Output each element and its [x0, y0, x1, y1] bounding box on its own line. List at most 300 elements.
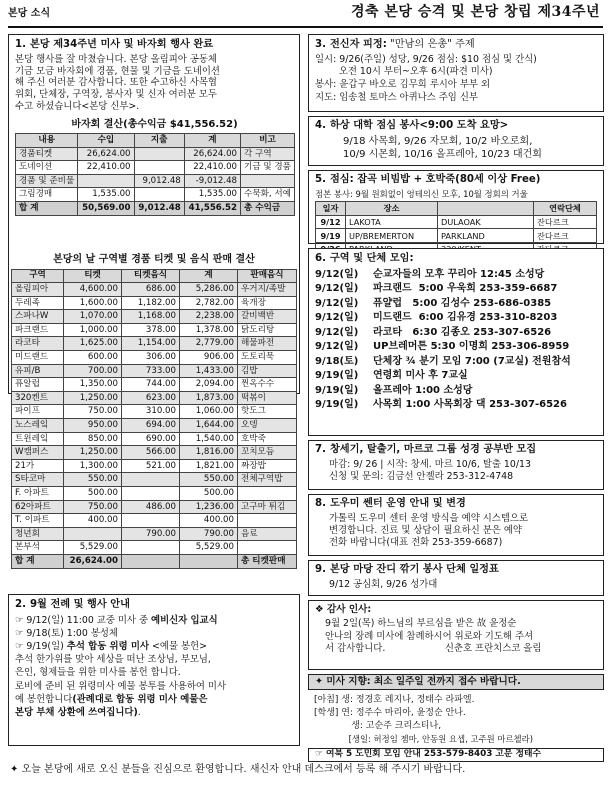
- table-row: [12, 283, 297, 297]
- prayer-line: [학생] 연: 정주수 마리아, 윤정순 안나.: [314, 708, 466, 719]
- column-header: 수입: [78, 134, 134, 148]
- table-cell: 500.00: [64, 487, 122, 501]
- table-cell: 스파나W: [12, 310, 64, 324]
- meeting-detail: 사목회 1:00 사목회장 댁 253-307-6526: [373, 399, 567, 411]
- body-line: 해 주신 여러분 감사합니다. 또한 수고하신 사목협: [15, 77, 217, 89]
- table-cell: [238, 514, 297, 528]
- table-cell: 김밥: [238, 364, 297, 378]
- table-cell: PARKLAND: [438, 229, 534, 243]
- column-header: 구역: [12, 269, 64, 283]
- table-row: [12, 541, 297, 555]
- section-7-title: [315, 444, 597, 457]
- body-line: 예 봉헌합니다(관례대로 합동 위령 미사 예물은: [15, 693, 208, 705]
- table-cell: 합 계: [16, 201, 78, 215]
- section-4-box: [308, 116, 604, 166]
- table-cell: 고구마 튀김: [238, 500, 297, 514]
- table-cell: [238, 541, 297, 555]
- table-cell: 1,070.00: [64, 310, 122, 324]
- section-4-body: [315, 135, 597, 162]
- table-cell: 2,094.00: [180, 378, 238, 392]
- table-row: [12, 527, 297, 541]
- column-header: 티켓: [64, 269, 122, 283]
- table-cell: 62아파트: [12, 500, 64, 514]
- list-item: [315, 384, 597, 399]
- table-cell: 790.00: [180, 527, 238, 541]
- section-title-text: 창세기, 탈출기, 마르코 그룹 성경 공부반 모집: [329, 444, 537, 455]
- meeting-detail: 파크랜드 5:00 우욱희 253-359-6687: [373, 283, 558, 295]
- table-row: [12, 364, 297, 378]
- table-cell: 떡볶이: [238, 391, 297, 405]
- section-number: 2.: [15, 599, 26, 610]
- table-cell: -9,012.48: [184, 174, 240, 188]
- table-cell: 꼬치모듬: [238, 446, 297, 460]
- table-cell: [238, 487, 297, 501]
- section-label: 본당 소식: [8, 8, 51, 19]
- section-1-title: [15, 39, 294, 52]
- body-line: 본당 부채 상환에 쓰여집니다).: [15, 706, 141, 718]
- table-cell: 해물파전: [238, 337, 297, 351]
- table-cell: 2,238.00: [180, 310, 238, 324]
- table-cell: W캠퍼스: [12, 446, 64, 460]
- meeting-detail: 라코타 6:30 김종오 253-307-6526: [373, 326, 552, 338]
- table-cell: 22,410.00: [78, 161, 134, 175]
- table-cell: 1,236.00: [180, 500, 238, 514]
- section-title-text: 점심: 잡곡 비빔밥 + 호박죽(80세 이상 Free): [329, 174, 541, 185]
- table-cell: 경품 및 준비물: [16, 174, 78, 188]
- list-item: [315, 297, 597, 312]
- meeting-date: 9/12(일): [315, 268, 359, 280]
- table-cell: 총 티켓판매: [238, 554, 297, 568]
- body-line: 일시: 9/26(주일) 성당, 9/26 점심: $10 점심 및 간식): [315, 53, 537, 65]
- section-title-text: 하상 대학 점심 봉사<9:00 도착 요망>: [329, 120, 509, 131]
- meeting-date: 9/12(일): [315, 312, 359, 324]
- table-row: [16, 147, 295, 161]
- table-cell: 갈비백반: [238, 310, 297, 324]
- prayer-line: [아침] 생: 정경호 레지나, 정태수 라파엘.: [314, 695, 475, 705]
- table-cell: 합 계: [12, 554, 64, 568]
- table-cell: 9,012.48: [134, 174, 184, 188]
- prayer-list: [314, 694, 604, 745]
- bazaar-title: 바자회 결산(총수익금 $41,556.52): [71, 118, 238, 130]
- table-row: [12, 296, 297, 310]
- table-cell: 4,600.00: [64, 283, 122, 297]
- table-cell: 핫도그: [238, 405, 297, 419]
- list-item: [315, 369, 597, 384]
- table-cell: 1,000.00: [64, 323, 122, 337]
- list-item: [315, 311, 597, 326]
- table-cell: 파크랜드: [12, 323, 64, 337]
- table-row: [12, 432, 297, 446]
- table-cell: 521.00: [122, 459, 180, 473]
- section-number: 5.: [315, 174, 326, 185]
- table-row: [12, 487, 297, 501]
- body-line: 봉사: 윤갑구 바오로 김무희 루시아 부부 외: [315, 79, 490, 91]
- meeting-detail: 미드랜드 6:00 김유경 253-310-8203: [373, 312, 558, 324]
- body-line: 안나의 장례 미사에 참례하시어 위로와 기도해 주셔: [325, 630, 534, 642]
- table-row: [12, 419, 297, 433]
- table-cell: 310.00: [122, 405, 180, 419]
- table-cell: [122, 473, 180, 487]
- table-cell: 690.00: [122, 432, 180, 446]
- table-cell: 1,378.00: [180, 323, 238, 337]
- table-cell: 잔다르크: [534, 215, 597, 229]
- liturgy-item: ☞ 9/12(일) 11:00 교중 미사 중 예비신자 입교식: [15, 614, 218, 626]
- column-header: 장소: [346, 202, 438, 216]
- table-cell: 우거지/족발: [238, 283, 297, 297]
- section-5-box: [308, 170, 604, 244]
- body-line: 은인, 형제들을 위한 미사를 봉헌 합니다.: [15, 667, 181, 679]
- prayer-line: 생: 고순주 크리스티나,: [314, 721, 442, 732]
- district-table: [11, 269, 297, 569]
- table-cell: 1,350.00: [64, 378, 122, 392]
- body-line: 10/9 시몬회, 10/16 올프레아, 10/23 대건회: [343, 149, 542, 161]
- meeting-detail: UP브레머튼 5:30 이명희 253-306-8959: [373, 341, 570, 353]
- table-cell: 1,535.00: [184, 188, 240, 202]
- table-cell: 1,816.00: [180, 446, 238, 460]
- body-line: 서 감사합니다. 신춘호 프란치스코 올림: [325, 643, 542, 655]
- table-cell: 5,529.00: [180, 541, 238, 555]
- table-cell: 550.00: [180, 473, 238, 487]
- table-cell: 26,624.00: [184, 147, 240, 161]
- mass-intention-notice: ✦ 미사 지향: 최소 일주일 전까지 접수 바랍니다.: [308, 674, 604, 690]
- section-4-title: [315, 120, 597, 133]
- section-number: 7.: [315, 444, 326, 455]
- table-cell: 음료: [238, 527, 297, 541]
- table-cell: 733.00: [122, 364, 180, 378]
- table-cell: [134, 147, 184, 161]
- table-cell: 5,286.00: [180, 283, 238, 297]
- column-header: 티켓음식: [122, 269, 180, 283]
- meeting-detail: 단체장 ¾ 분기 모임 7:00 (7교실) 전원참석: [373, 355, 571, 367]
- table-cell: 750.00: [64, 405, 122, 419]
- bazaar-table: [15, 133, 295, 216]
- table-cell: [122, 487, 180, 501]
- column-header: 비고: [241, 134, 295, 148]
- table-cell: 총 수익금: [241, 201, 295, 215]
- table-cell: 9,012.48: [134, 201, 184, 215]
- table-row: [12, 337, 297, 351]
- thanks-box: [308, 600, 604, 670]
- table-cell: UP/BREMERTON: [346, 229, 438, 243]
- meeting-detail: 순교자들의 모후 꾸리아 12:45 소성당: [373, 268, 545, 280]
- table-cell: 1,250.00: [64, 391, 122, 405]
- table-cell: 750.00: [64, 500, 122, 514]
- section-7-body: [315, 459, 597, 483]
- section-9-title: [315, 564, 597, 577]
- table-cell: [134, 188, 184, 202]
- table-row: [16, 201, 295, 215]
- section-2-title: [15, 599, 293, 612]
- table-cell: 790.00: [122, 527, 180, 541]
- table-cell: 50,569.00: [78, 201, 134, 215]
- table-cell: 906.00: [180, 351, 238, 365]
- list-item: [315, 282, 597, 297]
- table-cell: T. 이파트: [12, 514, 64, 528]
- meeting-date: 9/12(일): [315, 341, 359, 353]
- section-3-body: [315, 54, 597, 105]
- meeting-date: 9/19(일): [315, 384, 359, 396]
- table-cell: 트윈레잌: [12, 432, 64, 446]
- table-row: [316, 215, 597, 229]
- table-cell: 1,644.00: [180, 419, 238, 433]
- table-cell: 육개장: [238, 296, 297, 310]
- body-line: 마감: 9/ 26 | 시작: 창세. 마르 10/6, 탈출 10/13: [329, 458, 531, 470]
- table-cell: 1,535.00: [78, 188, 134, 202]
- list-item: [315, 340, 597, 355]
- table-cell: 찐옥수수: [238, 378, 297, 392]
- table-row: [16, 161, 295, 175]
- table-row: [12, 323, 297, 337]
- column-header: [438, 202, 534, 216]
- table-cell: S타코마: [12, 473, 64, 487]
- section-title-text: 본당 마당 잔디 깎기 봉사 단체 일정표: [329, 564, 499, 575]
- section-title-sub: "만남의 은총" 주제: [386, 39, 475, 50]
- meeting-detail: 연령회 미사 후 7교실: [373, 370, 468, 382]
- table-cell: F. 아파트: [12, 487, 64, 501]
- table-cell: 1,600.00: [64, 296, 122, 310]
- liturgy-item: ☞ 9/18(토) 1:00 봉성체: [15, 627, 118, 639]
- body-line: 로비에 준비 된 위령미사 예물 봉투를 사용하여 미사: [15, 680, 227, 692]
- body-line: 추석 한가위를 맞아 세상을 떠난 조상님, 부모님,: [15, 654, 211, 666]
- body-line: 9월 2일(목) 하느님의 부르심을 받은 故 윤정순: [325, 617, 517, 629]
- section-8-title: [315, 498, 597, 511]
- section-5-subnote: 점본 봉사: 9월 원회없이 엉테의신 모후, 10월 정회의 거울: [315, 188, 528, 199]
- table-row: [12, 310, 297, 324]
- table-cell: 1,168.00: [122, 310, 180, 324]
- table-row: [16, 174, 295, 188]
- meeting-notice: ☞ 여북 5 도민회 모임 안내 253-579-8403 고문 정태수: [308, 748, 604, 762]
- column-header: 연락단체: [534, 202, 597, 216]
- table-cell: 1,433.00: [180, 364, 238, 378]
- table-row: [12, 405, 297, 419]
- table-cell: 400.00: [180, 514, 238, 528]
- list-item: [315, 398, 597, 413]
- table-cell: 686.00: [122, 283, 180, 297]
- section-3-title: [315, 39, 597, 52]
- prayer-line: [생일: 허정임 젬마, 안동원 요셉, 고주원 마르첼라): [314, 734, 533, 745]
- section-9-box: [308, 560, 604, 596]
- table-row: [16, 188, 295, 202]
- table-cell: 950.00: [64, 419, 122, 433]
- table-cell: 닭도리탕: [238, 323, 297, 337]
- section-title-text: 도우미 쎈터 운영 안내 및 변경: [329, 498, 466, 509]
- table-cell: 486.00: [122, 500, 180, 514]
- body-line: 위회, 단체장, 구역장, 봉사자 및 신자 여러분 모두: [15, 89, 217, 100]
- table-row: [12, 378, 297, 392]
- section-9-body: [315, 579, 597, 591]
- table-cell: 2,782.00: [180, 296, 238, 310]
- table-cell: 파이프: [12, 405, 64, 419]
- table-cell: 623.00: [122, 391, 180, 405]
- column-header: 계: [184, 134, 240, 148]
- table-cell: 1,821.00: [180, 459, 238, 473]
- table-cell: 1,060.00: [180, 405, 238, 419]
- table-cell: [122, 514, 180, 528]
- list-item: [315, 326, 597, 341]
- table-cell: [241, 174, 295, 188]
- meeting-date: 9/19(일): [315, 399, 359, 411]
- table-cell: 1,300.00: [64, 459, 122, 473]
- table-cell: 노스레잌: [12, 419, 64, 433]
- list-item: [315, 355, 597, 370]
- table-cell: 850.00: [64, 432, 122, 446]
- table-row: [12, 446, 297, 460]
- table-row: [12, 500, 297, 514]
- meeting-date: 9/12(일): [315, 283, 359, 295]
- table-cell: 전체구역밥: [238, 473, 297, 487]
- table-cell: 미드랜드: [12, 351, 64, 365]
- body-line: 변경합니다. 진료 및 상담이 필요하신 분은 예약: [329, 524, 522, 536]
- table-cell: 짜장밥: [238, 459, 297, 473]
- table-cell: 400.00: [64, 514, 122, 528]
- column-header: 내용: [16, 134, 78, 148]
- table-cell: [180, 554, 238, 568]
- section-6-title: [315, 253, 597, 266]
- section-1-body: [15, 54, 294, 113]
- section-5-title: [315, 174, 597, 187]
- table-cell: 각 구역: [241, 147, 295, 161]
- table-row: [12, 473, 297, 487]
- meeting-date: 9/18(토): [315, 355, 359, 367]
- body-line: 전화 바랍니다(대표 전화 253-359-6687): [329, 537, 503, 549]
- liturgy-item: ☞ 9/19(일) 추석 합동 위령 미사 <예물 봉헌>: [15, 641, 207, 653]
- section-number: 1.: [15, 39, 26, 50]
- header-divider: [8, 26, 603, 28]
- table-cell: 라코타: [12, 337, 64, 351]
- table-cell: 도네이션: [16, 161, 78, 175]
- table-cell: [122, 541, 180, 555]
- table-cell: 550.00: [64, 473, 122, 487]
- meeting-date: 9/12(일): [315, 297, 359, 309]
- table-cell: 378.00: [122, 323, 180, 337]
- table-cell: 호박죽: [238, 432, 297, 446]
- table-cell: 1,250.00: [64, 446, 122, 460]
- section-title-text: 9월 전례 및 행사 안내: [29, 599, 130, 610]
- table-cell: [64, 527, 122, 541]
- table-row: [12, 351, 297, 365]
- table-cell: 경품티켓: [16, 147, 78, 161]
- body-line: 9/18 사목회, 9/26 자모회, 10/2 바오로회,: [343, 135, 533, 147]
- table-cell: 1,625.00: [64, 337, 122, 351]
- table-cell: 잔다르크: [534, 229, 597, 243]
- list-item: [315, 268, 597, 283]
- table-cell: 청년회: [12, 527, 64, 541]
- column-header: 계: [180, 269, 238, 283]
- section-8-box: [308, 494, 604, 556]
- section-7-box: [308, 440, 604, 490]
- table-row: [12, 391, 297, 405]
- table-cell: DULAOAK: [438, 215, 534, 229]
- meeting-list: [315, 268, 597, 413]
- section-title-text: 전신자 피정:: [329, 39, 387, 50]
- table-cell: 퓨알럽: [12, 378, 64, 392]
- table-cell: 그림경매: [16, 188, 78, 202]
- table-cell: 566.00: [122, 446, 180, 460]
- table-cell: 1,540.00: [180, 432, 238, 446]
- section-number: 8.: [315, 498, 326, 509]
- thanks-title: ❖ 감사 인사:: [315, 604, 372, 615]
- body-line: 9/12 공심회, 9/26 성가대: [329, 578, 438, 590]
- table-row: [316, 229, 597, 243]
- body-line: 본당 행사를 잘 마쳤습니다. 본당 올림피아 공동체: [15, 53, 217, 65]
- table-cell: 1,154.00: [122, 337, 180, 351]
- body-line: 가톨릭 도우미 센터 운영 방식을 예약 시스템으로: [329, 512, 529, 524]
- table-cell: 기금 및 경품: [241, 161, 295, 175]
- table-cell: 2,779.00: [180, 337, 238, 351]
- column-header: 지출: [134, 134, 184, 148]
- column-header: 판매음식: [238, 269, 297, 283]
- section-title-text: 구역 및 단체 모임:: [329, 253, 414, 264]
- body-line: 오전 10시 부터~오후 6시(파견 미사): [315, 66, 493, 78]
- thanks-body: [315, 618, 597, 656]
- table-row: [12, 459, 297, 473]
- table-row: [12, 554, 297, 568]
- district-section: [8, 250, 300, 569]
- table-cell: [122, 554, 180, 568]
- table-cell: 1,873.00: [180, 391, 238, 405]
- section-8-body: [315, 513, 597, 550]
- table-cell: 9/19: [316, 229, 346, 243]
- table-cell: 22,410.00: [184, 161, 240, 175]
- table-cell: 744.00: [122, 378, 180, 392]
- table-cell: LAKOTA: [346, 215, 438, 229]
- body-line: 기금 모금 바자회에 경품, 현물 및 기금을 도네이션: [15, 65, 220, 77]
- table-cell: [134, 161, 184, 175]
- welcome-note: ✦ 오늘 본당에 새로 오신 분들을 진심으로 환영합니다. 새신자 안내 데스크에서 등록 해 주시기 바랍니다.: [10, 764, 466, 775]
- meeting-date: 9/12(일): [315, 326, 359, 338]
- table-cell: 오뎅: [238, 419, 297, 433]
- table-cell: 올림피아: [12, 283, 64, 297]
- page-title: 경축 본당 승격 및 본당 창립 제34주년: [350, 4, 600, 20]
- section-number: 9.: [315, 564, 326, 575]
- section-title-text: 본당 제34주년 미사 및 바자회 행사 완료: [29, 39, 214, 50]
- table-cell: 수묵화, 서예: [241, 188, 295, 202]
- table-cell: 21가: [12, 459, 64, 473]
- section-6-box: [308, 248, 604, 436]
- table-cell: 유피/B: [12, 364, 64, 378]
- section-number: 3.: [315, 39, 326, 50]
- body-line: 지도: 임송철 토마스 아퀴나스 주임 신부: [315, 91, 478, 103]
- table-cell: [78, 174, 134, 188]
- table-cell: 두레족: [12, 296, 64, 310]
- table-cell: 694.00: [122, 419, 180, 433]
- table-cell: 본부석: [12, 541, 64, 555]
- body-line: 신청 및 문의: 김금선 안젤라 253-312-4748: [329, 470, 514, 482]
- table-cell: 5,529.00: [64, 541, 122, 555]
- table-row: [12, 514, 297, 528]
- body-line: 수고 하셨습니다<본당 신부>.: [15, 100, 140, 112]
- table-cell: 도토리묵: [238, 351, 297, 365]
- table-cell: 26,624.00: [64, 554, 122, 568]
- meeting-date: 9/19(일): [315, 370, 359, 382]
- section-2-box: [8, 594, 300, 746]
- table-cell: 320켄트: [12, 391, 64, 405]
- table-cell: 9/12: [316, 215, 346, 229]
- table-cell: 600.00: [64, 351, 122, 365]
- table-cell: 306.00: [122, 351, 180, 365]
- section-3-box: [308, 34, 604, 112]
- table-cell: 700.00: [64, 364, 122, 378]
- district-title: 본당의 날 구역별 경품 티켓 및 음식 판매 결산: [53, 254, 255, 265]
- section-number: 6.: [315, 253, 326, 264]
- meeting-detail: 올프레아 1:00 소성당: [373, 384, 473, 396]
- column-header: 일자: [316, 202, 346, 216]
- table-cell: 41,556.52: [184, 201, 240, 215]
- table-cell: 26,624.00: [78, 147, 134, 161]
- table-cell: 500.00: [180, 487, 238, 501]
- table-cell: 1,182.00: [122, 296, 180, 310]
- section-2-body: [15, 614, 293, 719]
